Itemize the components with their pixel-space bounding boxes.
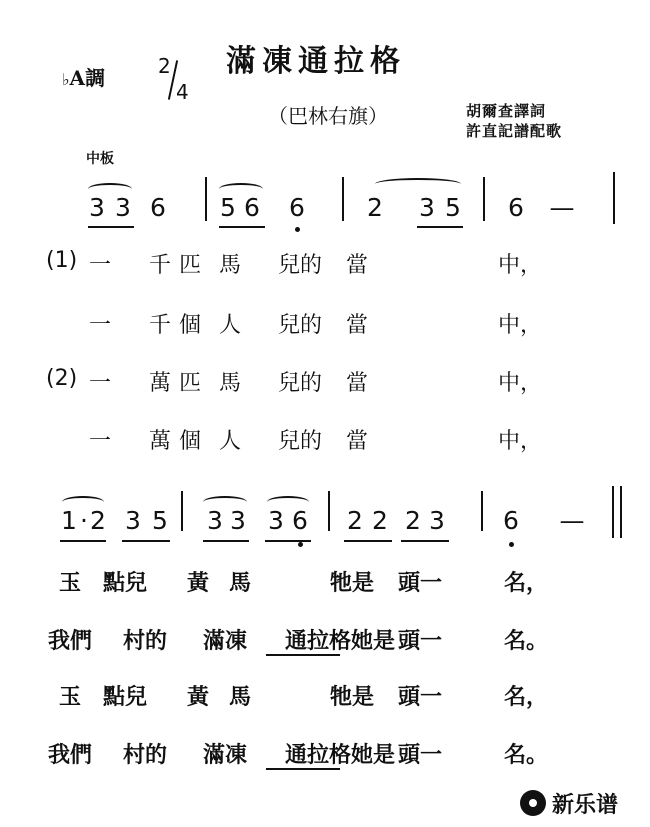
bar-line [483, 177, 485, 221]
note: 3 [207, 506, 223, 535]
lyric-word: 頭一 [397, 742, 443, 768]
slur [88, 183, 132, 195]
lyric-word: 兒的 [277, 429, 323, 454]
disc-icon [520, 790, 546, 816]
lyric-word: 村的 [122, 628, 168, 654]
slur [267, 496, 309, 508]
lyric-word: 名。 [503, 742, 549, 768]
lyric-word: 通拉格她是 [284, 628, 396, 654]
note: 2 [372, 506, 388, 535]
note: 1 [61, 506, 77, 535]
lyric-word: 兒的 [277, 253, 323, 278]
note: — [549, 193, 575, 222]
logo-text: 新乐谱 [552, 793, 619, 818]
lyric-word: 人 [218, 429, 242, 454]
slur [375, 178, 461, 190]
slur [62, 496, 104, 508]
lyric-word: 村的 [122, 742, 168, 768]
lyric-word: 點兒 [102, 570, 148, 596]
note: · [80, 506, 88, 535]
low-octave-dot [295, 227, 300, 232]
lyric-word: 滿凍 [202, 628, 248, 654]
note: 6 [508, 193, 524, 222]
note: — [559, 506, 585, 535]
lyric-word: 中， [497, 371, 543, 396]
lyric-word: 一 [88, 429, 112, 454]
key-signature [62, 62, 105, 91]
verse-label: (1) [46, 248, 78, 273]
lyric-underline [266, 768, 340, 770]
time-signature [158, 54, 194, 110]
lyric-word: 名。 [503, 628, 549, 654]
slur [203, 496, 247, 508]
time-top: 2 [158, 54, 171, 78]
lyric-word: 黃 [186, 570, 210, 596]
lyric-word: 牠是 [329, 570, 375, 596]
lyric-word: 中， [497, 253, 543, 278]
bar-line [205, 177, 207, 221]
note: 3 [268, 506, 284, 535]
note: 3 [125, 506, 141, 535]
lyric-word: 千 [148, 313, 172, 338]
lyric-word: 牠是 [329, 684, 375, 710]
subtitle: （巴林右旗） [268, 104, 388, 128]
lyric-word: 匹 [178, 371, 202, 396]
lyric-word: 中， [497, 429, 543, 454]
lyric-word: 兒的 [277, 371, 323, 396]
lyric-word: 當 [345, 371, 369, 396]
lyric-word: 當 [345, 313, 369, 338]
note: 3 [429, 506, 445, 535]
credit-music: 許直記譜配歌 [466, 122, 563, 140]
underline [88, 226, 134, 228]
underline [265, 540, 311, 542]
lyric-word: 點兒 [102, 684, 148, 710]
lyric-word: 通拉格她是 [284, 742, 396, 768]
lyric-word: 千 [148, 253, 172, 278]
underline [122, 540, 170, 542]
lyric-word: 匹 [178, 253, 202, 278]
lyric-word: 滿凍 [202, 742, 248, 768]
note: 3 [89, 193, 105, 222]
lyric-word: 一 [88, 371, 112, 396]
lyric-word: 玉 [58, 684, 82, 710]
lyric-word: 名， [503, 684, 549, 710]
bar-line [342, 177, 344, 221]
lyric-word: 我們 [47, 628, 93, 654]
note: 6 [503, 506, 519, 535]
time-bottom: 4 [176, 80, 189, 104]
underline [401, 540, 449, 542]
note: 2 [367, 193, 383, 222]
bar-line [620, 486, 622, 538]
lyric-word: 馬 [228, 684, 252, 710]
lyric-word: 兒的 [277, 313, 323, 338]
lyric-word: 個 [178, 313, 202, 338]
low-octave-dot [509, 542, 514, 547]
lyric-word: 萬 [148, 371, 172, 396]
lyric-word: 頭一 [397, 684, 443, 710]
note: 6 [244, 193, 260, 222]
slur [219, 183, 263, 195]
lyric-underline [266, 654, 340, 656]
lyric-word: 玉 [58, 570, 82, 596]
bar-line [328, 491, 330, 531]
note: 2 [347, 506, 363, 535]
lyric-word: 當 [345, 429, 369, 454]
bar-line [613, 172, 615, 224]
bar-line [181, 491, 183, 531]
song-title: 滿凍通拉格 [226, 44, 406, 79]
underline [219, 226, 265, 228]
lyric-word: 馬 [218, 253, 242, 278]
note: 2 [90, 506, 106, 535]
note: 5 [152, 506, 168, 535]
underline [344, 540, 392, 542]
lyric-word: 馬 [218, 371, 242, 396]
lyric-word: 一 [88, 313, 112, 338]
lyric-word: 馬 [228, 570, 252, 596]
lyric-word: 頭一 [397, 570, 443, 596]
lyric-word: 名， [503, 570, 549, 596]
lyric-word: 中， [497, 313, 543, 338]
lyric-word: 人 [218, 313, 242, 338]
underline [60, 540, 106, 542]
note: 6 [292, 506, 308, 535]
note: 6 [289, 193, 305, 222]
verse-label: (2) [46, 366, 78, 391]
note: 6 [150, 193, 166, 222]
note: 3 [230, 506, 246, 535]
underline [203, 540, 249, 542]
note: 5 [445, 193, 461, 222]
lyric-word: 黃 [186, 684, 210, 710]
credit-lyrics: 胡爾查譯詞 [466, 102, 547, 120]
key-label: A調 [69, 66, 106, 90]
low-octave-dot [298, 542, 303, 547]
lyric-word: 我們 [47, 742, 93, 768]
bar-line [481, 491, 483, 531]
note: 2 [405, 506, 421, 535]
note: 5 [220, 193, 236, 222]
note: 3 [115, 193, 131, 222]
lyric-word: 個 [178, 429, 202, 454]
flat-mark: ♭ [62, 70, 70, 89]
lyric-word: 頭一 [397, 628, 443, 654]
bar-line [612, 486, 614, 538]
lyric-word: 萬 [148, 429, 172, 454]
note: 3 [419, 193, 435, 222]
lyric-word: 一 [88, 253, 112, 278]
lyric-word: 當 [345, 253, 369, 278]
tempo-mark: 中板 [86, 151, 114, 167]
underline [417, 226, 463, 228]
